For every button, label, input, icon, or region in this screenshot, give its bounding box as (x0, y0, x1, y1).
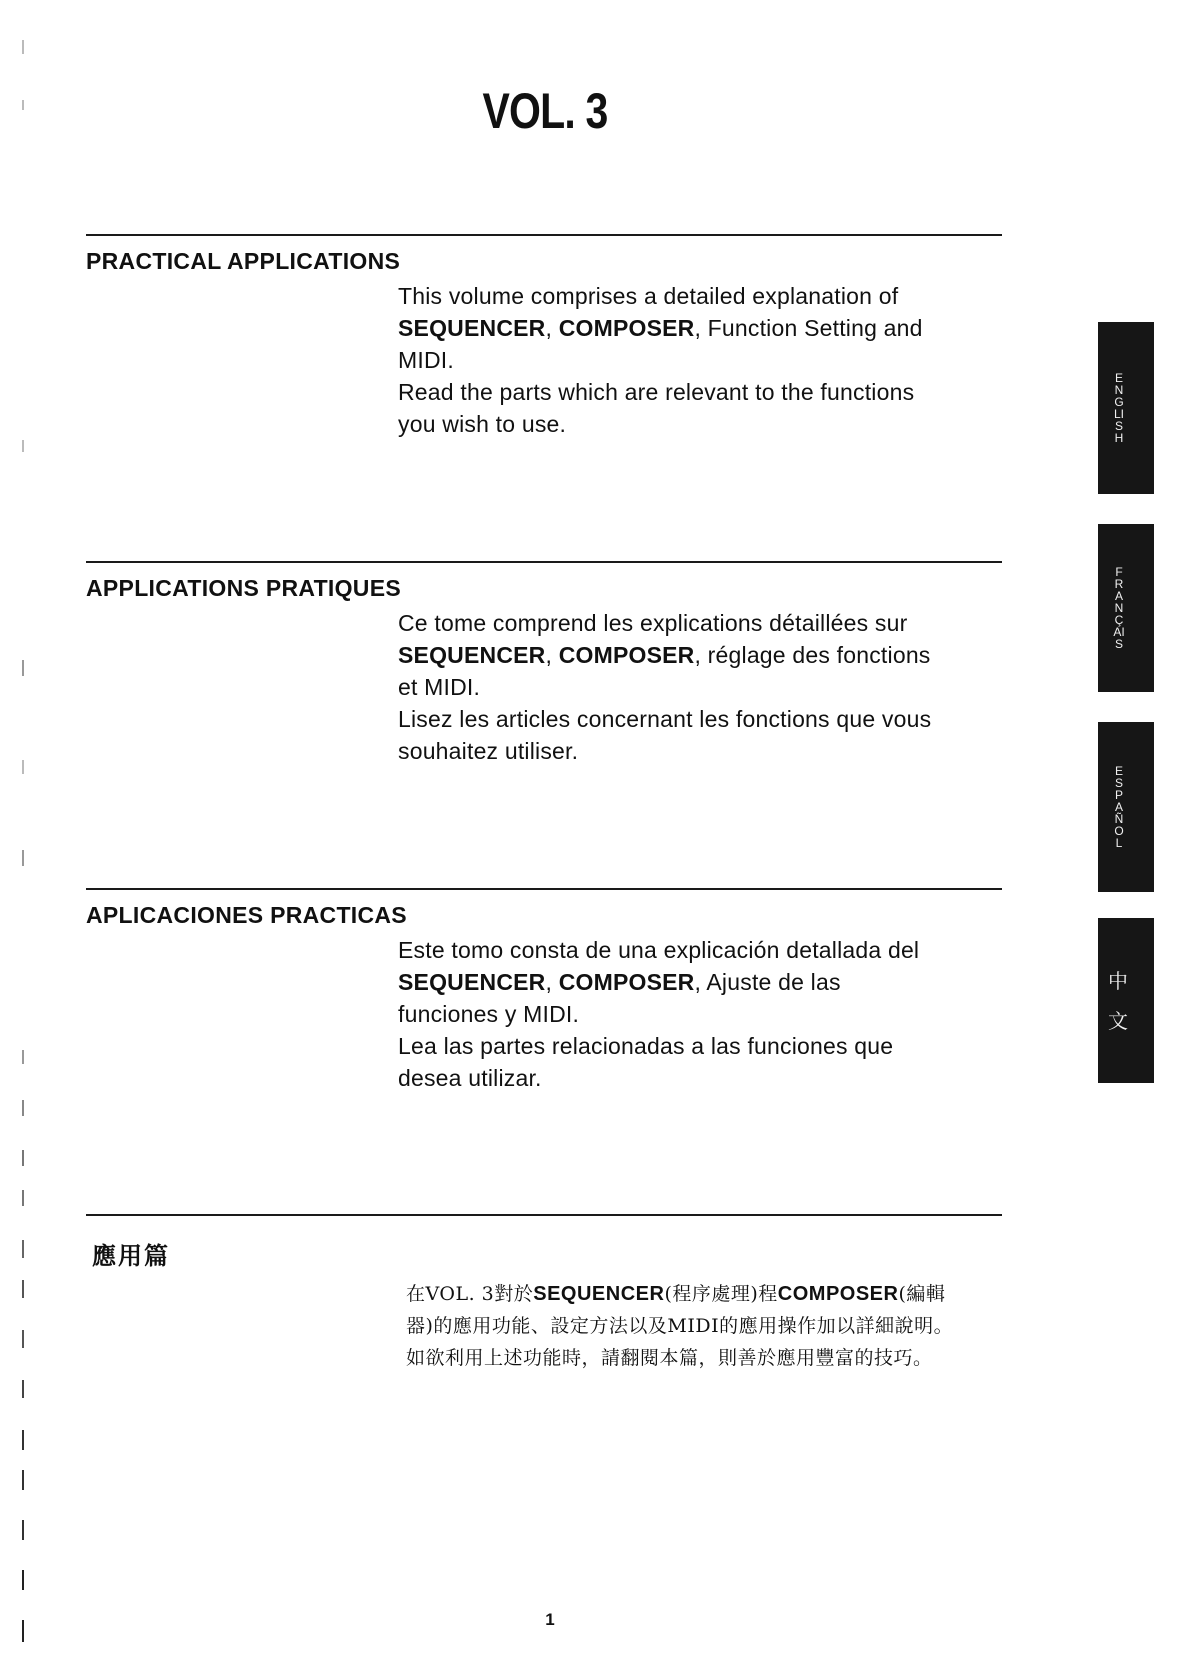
body-text: Lea las partes relacionadas a las funciones que (398, 1033, 894, 1059)
body-text: Ce tome comprend les explications détaillées sur (398, 610, 908, 636)
emphasized-term: COMPOSER (558, 969, 695, 995)
page-number: 1 (545, 1610, 555, 1629)
emphasized-term: SEQUENCER (398, 642, 546, 668)
body-text: , réglage des fonctions (694, 642, 931, 668)
section-divider (86, 561, 1002, 563)
section-body (398, 280, 998, 440)
section-spanish (86, 888, 1002, 1091)
tab-label: ENGLISH (1113, 371, 1124, 445)
body-text: desea utilizar. (398, 1065, 542, 1091)
body-text: This volume comprises a detailed explanation of (398, 283, 899, 309)
section-body (398, 934, 998, 1094)
tab-label: FRANÇAIS (1113, 565, 1125, 651)
body-line (398, 408, 998, 440)
tab-english[interactable] (1098, 322, 1154, 494)
body-line (398, 376, 998, 408)
body-text: you wish to use. (398, 411, 567, 437)
tab-espanol[interactable] (1098, 722, 1154, 892)
body-line (398, 344, 998, 376)
section-body (398, 607, 998, 767)
section-divider (86, 888, 1002, 890)
body-text: souhaitez utiliser. (398, 738, 579, 764)
binding-margin-marks (22, 40, 26, 1660)
section-english (86, 234, 1002, 437)
body-line: 器)的應用功能、設定方法以及MIDI的應用操作加以詳細說明。 (406, 1315, 954, 1337)
body-text: , (545, 969, 559, 995)
body-line (398, 639, 998, 671)
body-line: 如欲利用上述功能時，請翻閱本篇，則善於應用豐富的技巧。 (406, 1347, 933, 1369)
emphasized-term: COMPOSER (558, 642, 695, 668)
body-line (398, 1030, 998, 1062)
emphasized-term: SEQUENCER (398, 969, 546, 995)
section-heading: APLICACIONES PRACTICAS (86, 902, 407, 928)
body-line (398, 966, 998, 998)
body-line (398, 1062, 998, 1094)
body-line (398, 998, 998, 1030)
body-text: et MIDI. (398, 674, 481, 700)
body-line (398, 280, 998, 312)
body-text: , (545, 642, 559, 668)
section-divider (86, 234, 1002, 236)
body-line (398, 934, 998, 966)
section-french (86, 561, 1002, 764)
tab-label: 中文 (1108, 968, 1128, 1033)
section-body (406, 1278, 1006, 1374)
section-divider (86, 1214, 1002, 1216)
body-line (398, 312, 998, 344)
body-text: Este tomo consta de una explicación detallada del (398, 937, 920, 963)
section-heading: 應用篇 (92, 1241, 170, 1270)
body-text: , (545, 315, 559, 341)
emphasized-term: COMPOSER (558, 315, 695, 341)
body-line (398, 607, 998, 639)
volume-title: VOL. 3 (482, 83, 608, 139)
tab-chinese[interactable] (1098, 918, 1154, 1083)
tab-francais[interactable] (1098, 524, 1154, 692)
body-text: MIDI. (398, 347, 454, 373)
tab-label: ESPAÑOL (1114, 764, 1124, 850)
body-text: funciones y MIDI. (398, 1001, 580, 1027)
body-text: Lisez les articles concernant les fonctions que vous (398, 706, 932, 732)
body-line (398, 703, 998, 735)
body-line (398, 735, 998, 767)
emphasized-term: SEQUENCER (398, 315, 546, 341)
section-chinese (86, 1214, 1002, 1369)
body-text: Read the parts which are relevant to the functions (398, 379, 915, 405)
body-line: 在VOL. 3對於SEQUENCER(程序處理)程COMPOSER(編輯 (406, 1283, 946, 1305)
body-text: , Ajuste de las (694, 969, 841, 995)
section-heading: PRACTICAL APPLICATIONS (86, 248, 401, 274)
section-heading: APPLICATIONS PRATIQUES (86, 575, 401, 601)
body-line (398, 671, 998, 703)
body-text: , Function Setting and (694, 315, 923, 341)
